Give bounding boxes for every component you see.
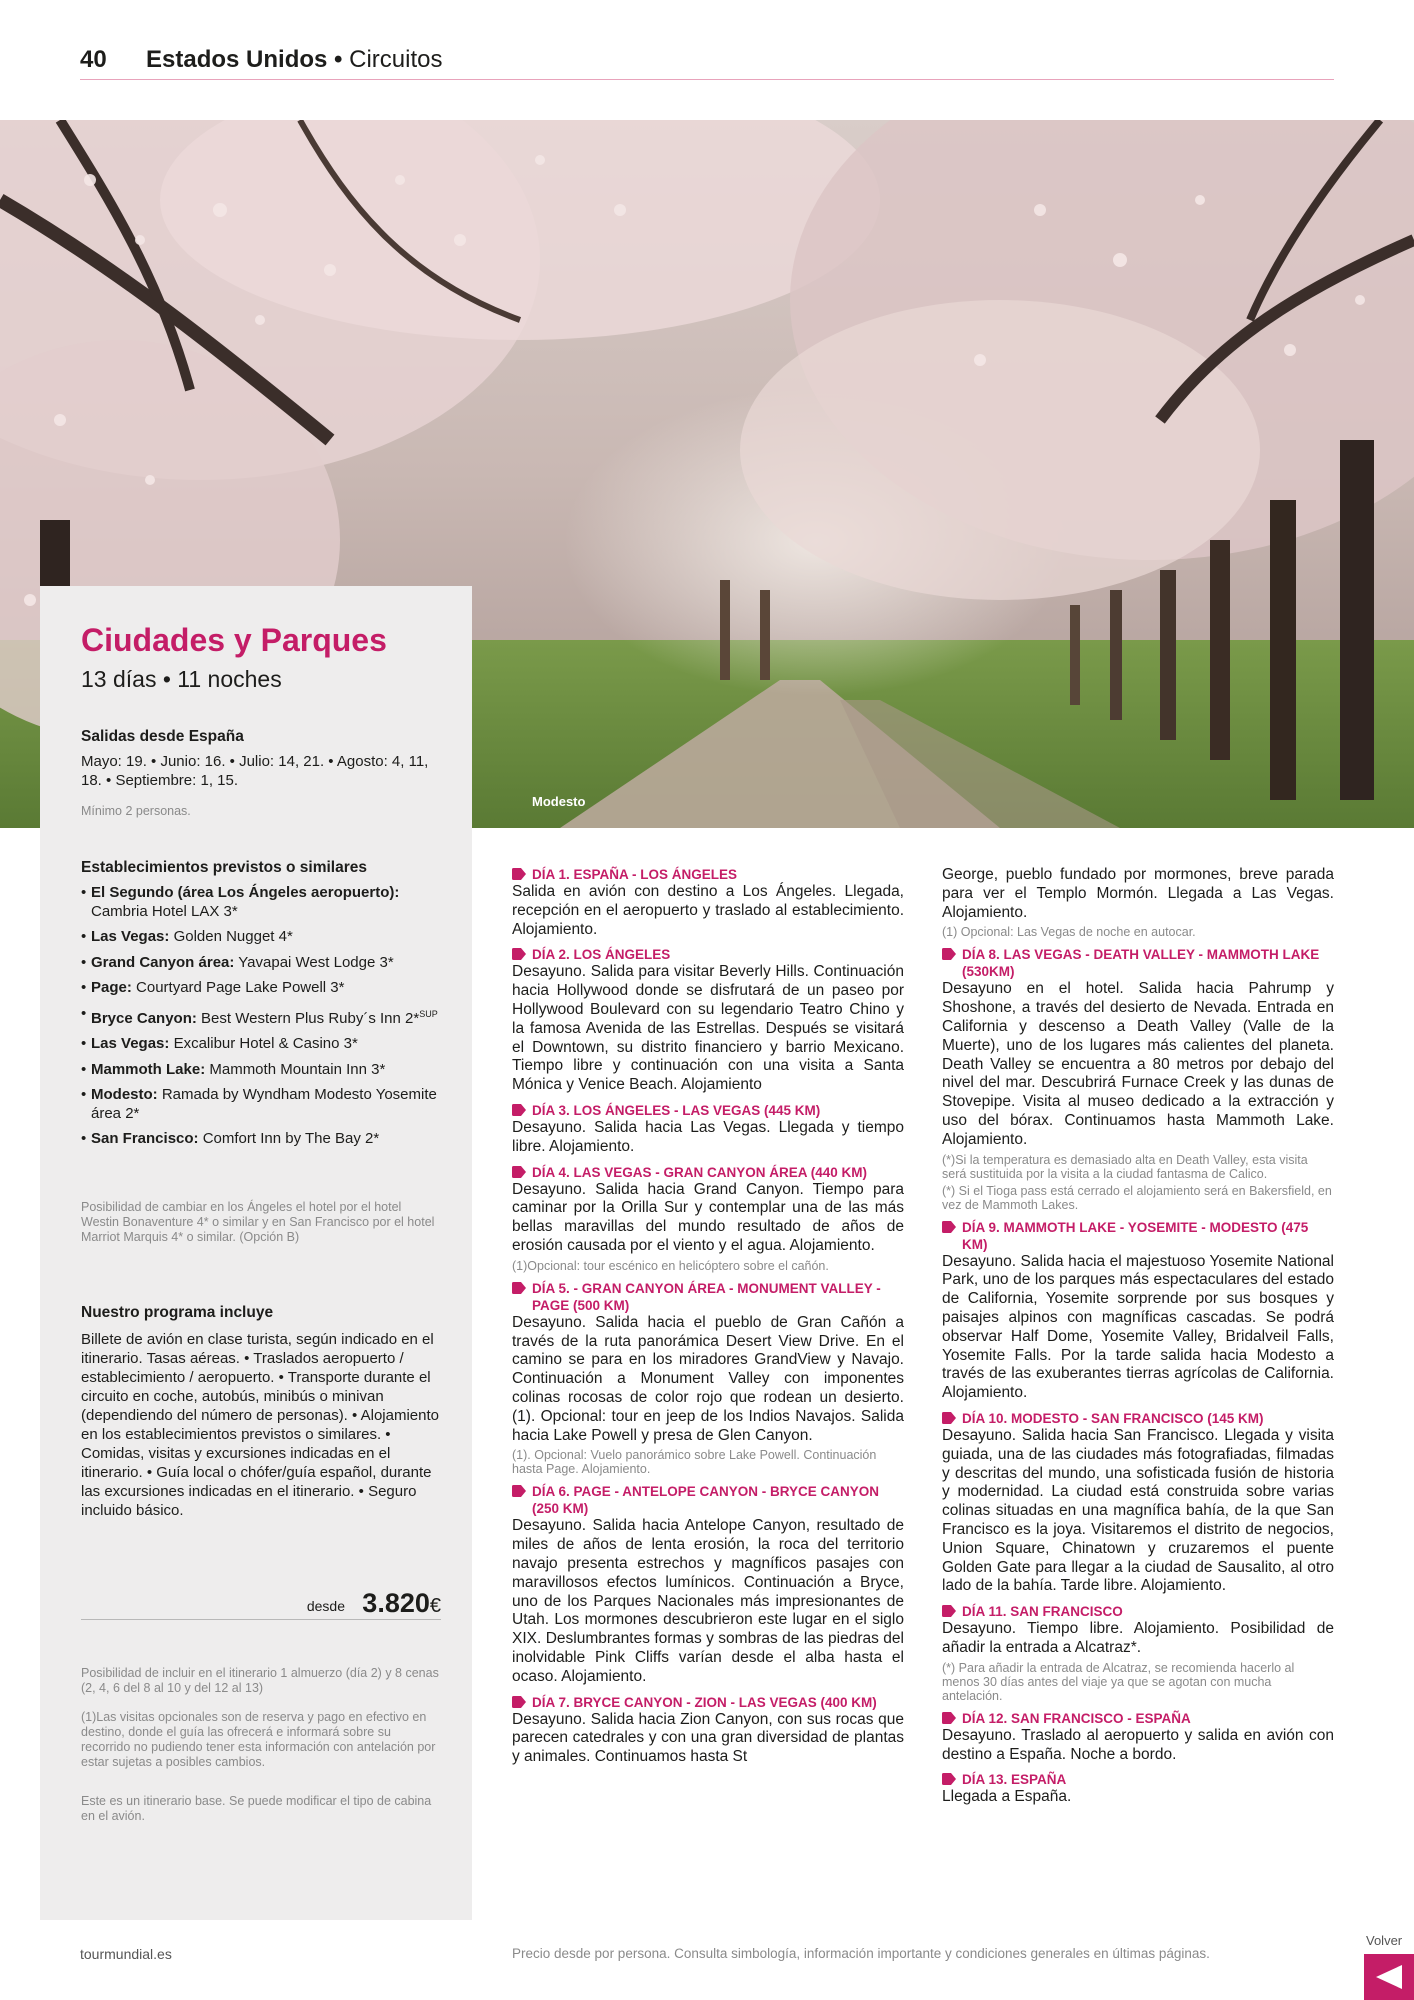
day-heading: DÍA 5. - GRAN CANYON ÁREA - MONUMENT VALLEY - PAGE (500 KM) [512, 1280, 904, 1314]
day-heading: DÍA 12. SAN FRANCISCO - ESPAÑA [942, 1710, 1334, 1727]
hotel-city: Modesto: [91, 1086, 158, 1103]
hotel-item [81, 1130, 441, 1149]
day-text: Desayuno. Traslado al aeropuerto y salida en avión con destino a España. Noche a bordo. [942, 1726, 1334, 1763]
arrow-tag-icon [512, 868, 526, 880]
day-note: (*) Si el Tioga pass está cerrado el alojamiento será en Bakersfield, en vez de Mammoth Lakes. [942, 1183, 1332, 1212]
optional-visits-note: (1)Las visitas opcionales son de reserva y pago en efectivo en destino, donde el guía las ofrecerá e informará sobre su recorrido no pudiendo tener esta información con antelación por estar sujetas a posibles cambios. [81, 1710, 436, 1769]
day-text: Desayuno. Salida hacia Zion Canyon, con sus rocas que parecen catedrales y con una gran diversidad de plantas y animales. Continuamos hasta St [512, 1710, 904, 1766]
day-heading: DÍA 2. LOS ÁNGELES [512, 946, 904, 963]
hotel-name: Ramada by Wyndham Modesto Yosemite área 2* [91, 1086, 437, 1122]
day-note: (*)Si la temperatura es demasiado alta en Death Valley, esta visita será sustituida por la visita a la ciudad fantasma de Calico. [942, 1152, 1308, 1181]
title-separator: • [327, 46, 350, 73]
price-amount: 3.820 [362, 1588, 430, 1618]
hotel-city: Grand Canyon área: [91, 953, 235, 971]
day-text: Salida en avión con destino a Los Ángeles. Llegada, recepción en el aeropuerto y traslado al establecimiento. Alojamiento. [512, 883, 904, 938]
hotel-city: Las Vegas: [91, 928, 170, 945]
hotel-city: Las Vegas: [91, 1035, 170, 1052]
hotel-item [81, 1005, 441, 1029]
hotel-name: Comfort Inn by The Bay 2* [202, 1130, 380, 1147]
hotel-name: Excalibur Hotel & Casino 3* [173, 1035, 358, 1052]
day-heading: DÍA 1. ESPAÑA - LOS ÁNGELES [512, 866, 904, 883]
hotel-city: El Segundo (área Los Ángeles aeropuerto): [91, 884, 400, 901]
page-title [146, 46, 442, 74]
day-heading: DÍA 11. SAN FRANCISCO [942, 1603, 1334, 1620]
hotel-name: Yavapai West Lodge 3* [238, 953, 394, 971]
day-text-continued: George, pueblo fundado por mormones, breve parada para ver el Templo Mormón. Llegada a Las Vegas. Alojamiento. [942, 866, 1334, 921]
tour-title: Ciudades y Parques [81, 622, 387, 658]
back-button[interactable] [1364, 1954, 1414, 2000]
itinerary-column-1 [512, 866, 904, 1774]
hotel-name: Mammoth Mountain Inn 3* [209, 1060, 386, 1078]
price-row [81, 1590, 441, 1620]
departures-dates: Mayo: 19. • Junio: 16. • Julio: 14, 21. • Agosto: 4, 11, 18. • Septiembre: 1, 15. [81, 753, 429, 789]
hotel-name: Golden Nugget 4* [173, 928, 293, 945]
tour-duration: 13 días • 11 noches [81, 666, 282, 692]
page-header [80, 46, 1334, 80]
price-value [362, 1588, 441, 1619]
hotel-name: Courtyard Page Lake Powell 3* [136, 979, 345, 996]
day-text: Desayuno. Tiempo libre. Alojamiento. Posibilidad de añadir la entrada a Alcatraz*. [942, 1620, 1334, 1656]
day-heading: DÍA 6. PAGE - ANTELOPE CANYON - BRYCE CANYON (250 KM) [512, 1483, 904, 1517]
day-text: Desayuno. Salida hacia Las Vegas. Llegada y tiempo libre. Alojamiento. [512, 1118, 904, 1155]
hotel-city: Page: [91, 979, 132, 996]
day-note: (*) Para añadir la entrada de Alcatraz, se recomienda hacerlo al menos 30 días antes del viaje ya que se agotan con mucha antelación. [942, 1660, 1295, 1703]
price-currency: € [429, 1595, 441, 1617]
day-text: Desayuno. Salida para visitar Beverly Hills. Continuación hacia Hollywood donde se disfrutará de un paseo por Hollywood Boulevard con su legendario Teatro Chino y la famosa Avenida de las Estrellas. Después se visitará el Downtown, su distrito financiero y barrio Mexicano. Tiempo libre y continuación con una visita a Santa Mónica y Venice Beach. Alojamiento [512, 963, 904, 1094]
hotel-item [81, 884, 441, 921]
day-heading: DÍA 9. MAMMOTH LAKE - YOSEMITE - MODESTO (475 KM) [942, 1219, 1334, 1253]
includes-text: Billete de avión en clase turista, según indicado en el itinerario. Tasas aéreas. • Traslados aeropuerto / establecimiento / aeropuerto. • Transporte durante el circuito en coche, autobús, minibús o minivan (dependiendo del número de personas). • Alojamiento en los establecimientos previstos o similares. • Comidas, visitas y excursiones indicadas en el itinerario. • Guía local o chófer/guía español, durante las excursiones indicadas en el itinerario. • Seguro incluido básico. [81, 1331, 439, 1519]
day-text: Desayuno. Salida hacia San Francisco. Llegada y visita guiada, una de las ciudades más fotografiadas, filmadas y descritas del mundo, una sofisticada fusión de historia y modernidad. La ciudad está construida sobre varias colinas situadas en una magnífica bahía, de la que San Francisco es la joya. Visitaremos el distrito de negocios, Union Square, Chinatown y cruzaremos el puente Golden Gate para llegar a la ciudad de Sausalito, al otro lado de la bahía. Tarde libre. Alojamiento. [942, 1426, 1334, 1595]
hotel-item [81, 979, 441, 998]
day-heading: DÍA 10. MODESTO - SAN FRANCISCO (145 KM) [942, 1410, 1334, 1427]
hotel-item [81, 928, 441, 947]
hotel-item [81, 954, 441, 973]
hotel-item [81, 1061, 441, 1080]
hotels-note: Posibilidad de cambiar en los Ángeles el hotel por el hotel Westin Bonaventure 4* o similar y en San Francisco por el hotel Marriot Marquis 4* o similar. (Opción B) [81, 1200, 435, 1244]
arrow-tag-icon [942, 1605, 956, 1617]
arrow-tag-icon [512, 1166, 526, 1178]
day-heading: DÍA 3. LOS ÁNGELES - LAS VEGAS (445 KM) [512, 1102, 904, 1119]
day-text: Llegada a España. [942, 1788, 1072, 1806]
day-text: Desayuno en el hotel. Salida hacia Pahrump y Shoshone, a través del desierto de Nevada. Entrada en California y descenso a Death Valley (Valle de la Muerte), uno de los lugares más calientes del planeta. Death Valley se encuentra a 80 metros por debajo del nivel del mar. Descubrirá Furnace Creek y las dunas de Stovepipe. Visita al museo dedicado a la extracción y uso del bórax. Continuamos hasta Mammoth Lake. Alojamiento. [942, 980, 1334, 1148]
day-text: Desayuno. Salida hacia el majestuoso Yosemite National Park, uno de los parques más espectaculares del estado de California, Yosemite sorprende por sus bosques y paisajes alpinos con magníficas cascadas. Se podrá observar Half Dome, Yosemite Valley, Bridalveil Falls, Yosemite Falls. Por la tarde salida hacia Modesto a través de las exuberantes tierras agrícolas de California. Alojamiento. [942, 1252, 1334, 1402]
day-note: (1) Opcional: Las Vegas de noche en autocar. [942, 925, 1196, 940]
arrow-tag-icon [512, 1282, 526, 1294]
hotel-superior-mark: SUP [419, 1008, 438, 1019]
includes-heading: Nuestro programa incluye [81, 1304, 274, 1321]
arrow-tag-icon [942, 1712, 956, 1724]
day-note: (1)Opcional: tour escénico en helicóptero sobre el cañón. [512, 1258, 829, 1273]
hotel-item [81, 1035, 441, 1054]
hotel-name: Cambria Hotel LAX 3* [91, 902, 238, 920]
footer-disclaimer: Precio desde por persona. Consulta simbología, información importante y condiciones generales en últimas páginas. [512, 1946, 1210, 1961]
arrow-tag-icon [512, 1485, 526, 1497]
hotel-item [81, 1086, 441, 1123]
tour-summary-box [40, 586, 472, 1920]
arrow-tag-icon [512, 1104, 526, 1116]
arrow-tag-icon [942, 1221, 956, 1233]
day-heading: DÍA 4. LAS VEGAS - GRAN CANYON ÁREA (440 KM) [512, 1164, 904, 1181]
hotel-city: Bryce Canyon: [91, 1009, 197, 1027]
triangle-left-icon [1374, 1964, 1404, 1990]
arrow-tag-icon [942, 1773, 956, 1785]
day-heading: DÍA 7. BRYCE CANYON - ZION - LAS VEGAS (400 KM) [512, 1694, 904, 1711]
base-itinerary-note: Este es un itinerario base. Se puede modificar el tipo de cabina en el avión. [81, 1794, 432, 1823]
photo-caption: Modesto [532, 794, 586, 809]
arrow-tag-icon [942, 948, 956, 960]
back-label: Volver [1366, 1933, 1403, 1948]
arrow-tag-icon [942, 1412, 956, 1424]
arrow-tag-icon [512, 1696, 526, 1708]
meals-note: Posibilidad de incluir en el itinerario 1 almuerzo (día 2) y 8 cenas (2, 4, 6 del 8 al 10 y del 12 al 13) [81, 1666, 439, 1695]
itinerary-column-2 [942, 866, 1334, 1814]
hotel-city: San Francisco: [91, 1130, 199, 1147]
day-heading: DÍA 8. LAS VEGAS - DEATH VALLEY - MAMMOTH LAKE (530KM) [942, 946, 1334, 980]
hotel-city: Mammoth Lake: [91, 1060, 206, 1078]
minimum-people: Mínimo 2 personas. [81, 804, 191, 818]
footer-website: tourmundial.es [80, 1946, 172, 1962]
hotels-list [81, 884, 441, 1156]
day-text: Desayuno. Salida hacia el pueblo de Gran Cañón a través de la ruta panorámica Desert View Drive. En el camino se para en los miradores GrandView y Navajo. Continuación a Monument Valley con imponentes colinas rocosas de color rojo que rodean un desierto. (1). Opcional: tour en jeep de los Indios Navajos. Salida hacia Lake Powell y presa de Glen Canyon. [512, 1313, 904, 1444]
section-title: Estados Unidos [146, 46, 328, 73]
price-label: desde [306, 1598, 345, 1614]
day-text: Desayuno. Salida hacia Grand Canyon. Tiempo para caminar por la Orilla Sur y contemplar una de las más bellas maravillas del mundo resultado de años de erosión causada por el viento y el agua. Alojamiento. [512, 1180, 904, 1254]
hotel-name: Best Western Plus Ruby´s Inn 2* [201, 1009, 420, 1027]
hotels-heading: Establecimientos previstos o similares [81, 859, 368, 876]
arrow-tag-icon [512, 948, 526, 960]
day-text: Desayuno. Salida hacia Antelope Canyon, resultado de miles de años de lenta erosión, la roca del territorio navajo presenta estrechos y magníficos pasajes con maravillosos efectos lumínicos. Continuación a Bryce, uno de los Parques Nacionales más impresionantes de Utah. Los mormones descubrieron este lugar en el siglo XIX. Deslumbrantes formas y sombras de las piedras del inolvidable Pink Cliffs varían desde el alba hasta el ocaso. Alojamiento. [512, 1517, 904, 1685]
day-note: (1). Opcional: Vuelo panorámico sobre Lake Powell. Continuación hasta Page. Alojamiento. [512, 1448, 877, 1477]
day-heading: DÍA 13. ESPAÑA [942, 1771, 1334, 1788]
departures-heading: Salidas desde España [81, 728, 244, 745]
page-number: 40 [80, 46, 107, 73]
section-subtitle: Circuitos [349, 46, 443, 73]
